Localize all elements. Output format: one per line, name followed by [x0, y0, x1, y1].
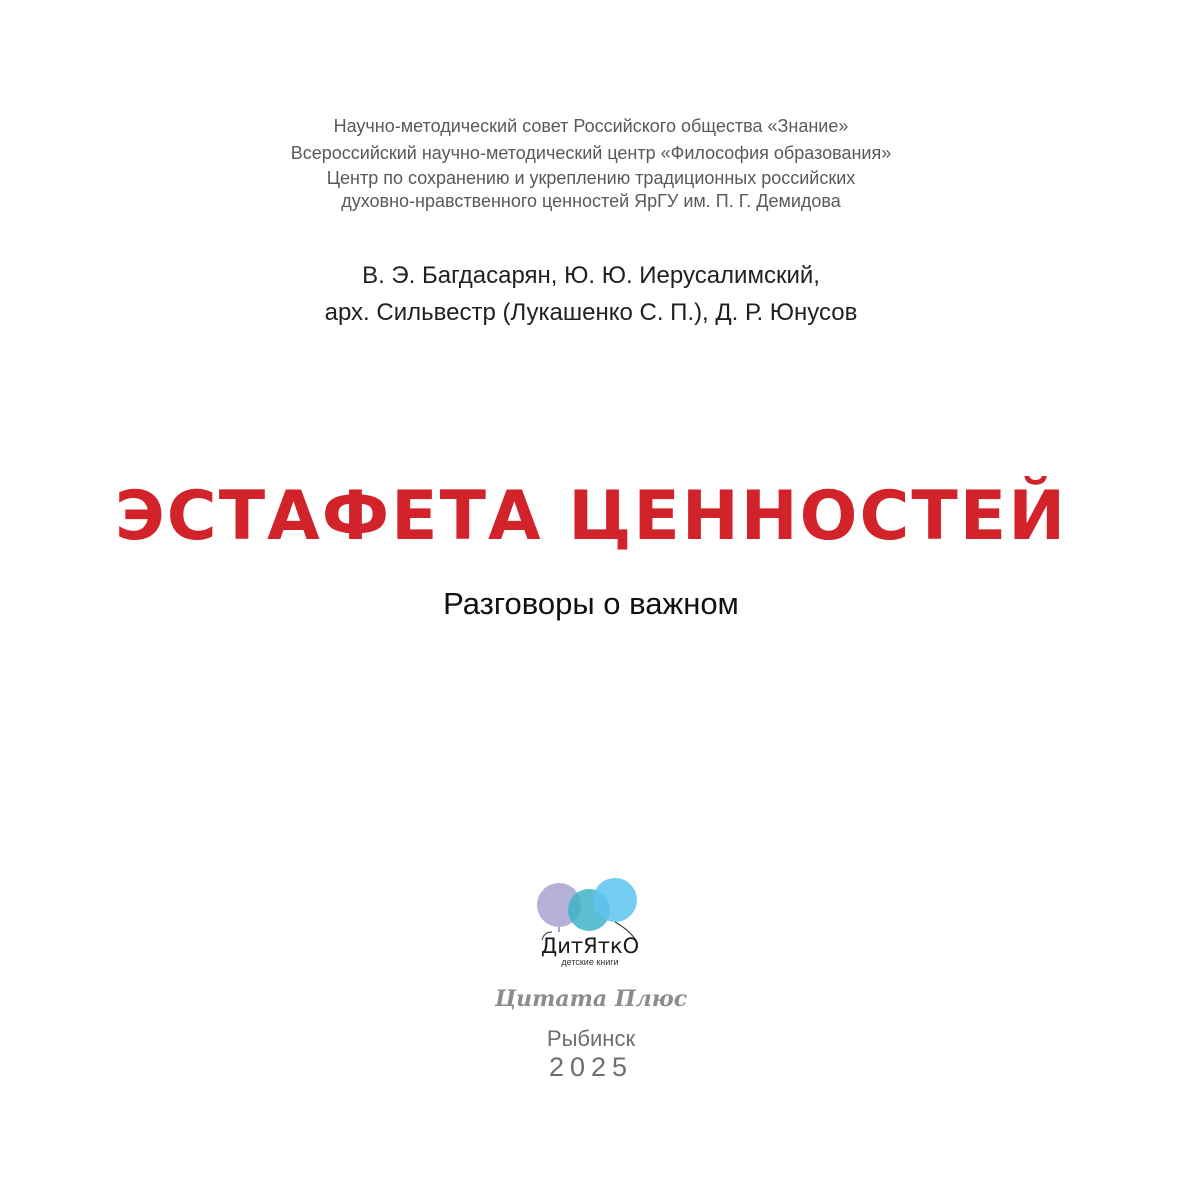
organizations-block [0, 113, 1182, 213]
organization-line: Центр по сохранению и укреплению традиционных российских [326, 168, 856, 188]
imprint-name: Цитата Плюс [494, 986, 688, 1012]
publisher-logo-name: ДитЯткО [540, 934, 640, 958]
authors-line: арх. Сильвестр (Лукашенко С. П.), Д. Р. Юнусов [324, 299, 858, 326]
organization-line: духовно-нравственного ценностей ЯрГУ им. П. Г. Демидова [341, 191, 841, 211]
publication-year: 2025 [548, 1052, 634, 1082]
organization-line: Научно-методический совет Российского общества «Знание» [333, 116, 849, 136]
book-subtitle: Разговоры о важном [443, 586, 739, 621]
publication-city: Рыбинск [546, 1026, 636, 1051]
publisher-logo-tagline: детские книги [561, 957, 619, 967]
organization-line: Всероссийский научно-методический центр «Философия образования» [290, 143, 892, 163]
book-title: ЭСТАФЕТА ЦЕННОСТЕЙ [114, 477, 1068, 556]
authors-block [0, 257, 1182, 331]
authors-line: В. Э. Багдасарян, Ю. Ю. Иерусалимский, [362, 262, 820, 289]
